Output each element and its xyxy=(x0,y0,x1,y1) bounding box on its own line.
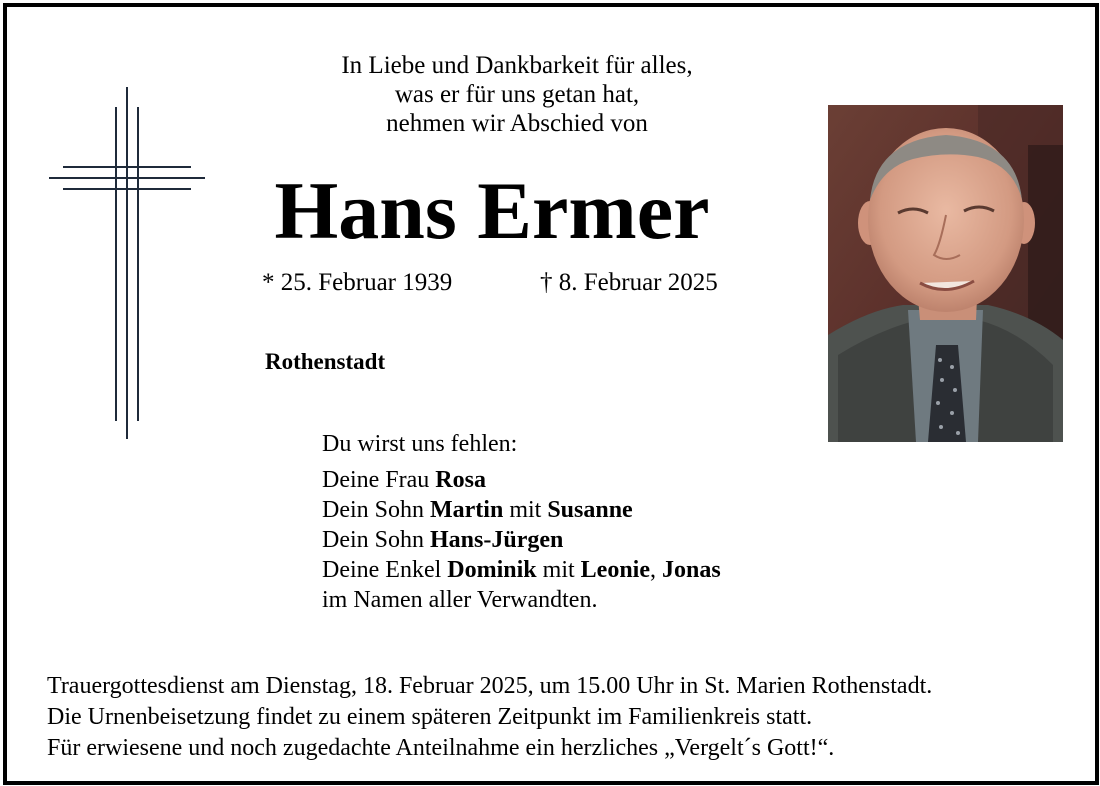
mourner-name: Martin xyxy=(430,497,504,523)
deceased-name: Hans Ermer xyxy=(274,165,710,256)
mourner-name: Susanne xyxy=(547,497,633,523)
intro-line: In Liebe und Dankbarkeit für alles, xyxy=(341,52,693,79)
service-line: Die Urnenbeisetzung findet zu einem späteren Zeitpunkt im Familienkreis statt. xyxy=(47,704,813,730)
mourner-line: Dein Sohn Hans-Jürgen xyxy=(322,527,564,553)
mourner-line: Deine Enkel Dominik mit Leonie, Jonas xyxy=(322,557,721,583)
cross-icon xyxy=(45,87,209,441)
intro-line: nehmen wir Abschied von xyxy=(386,110,648,137)
mourner-name: Hans-Jürgen xyxy=(430,527,564,553)
portrait-photo xyxy=(828,105,1063,442)
service-info xyxy=(47,671,932,764)
mourners-list xyxy=(322,429,721,615)
intro-text xyxy=(247,51,787,138)
service-line: Für erwiesene und noch zugedachte Anteilnahme ein herzliches „Vergelt´s Gott!“. xyxy=(47,735,835,761)
death-date: † 8. Februar 2025 xyxy=(540,269,718,296)
mourner-name: Jonas xyxy=(662,557,721,583)
mourner-name: Leonie xyxy=(580,557,650,583)
mourner-line: Dein Sohn Martin mit Susanne xyxy=(322,497,633,523)
mourner-line: im Namen aller Verwandten. xyxy=(322,587,598,613)
hometown: Rothenstadt xyxy=(265,349,386,374)
mourner-name: Dominik xyxy=(447,557,537,583)
birth-date: * 25. Februar 1939 xyxy=(262,269,453,296)
intro-line: was er für uns getan hat, xyxy=(394,81,640,108)
obituary-notice xyxy=(3,3,1099,785)
mourners-lead: Du wirst uns fehlen: xyxy=(322,431,518,457)
service-line: Trauergottesdienst am Dienstag, 18. Februar 2025, um 15.00 Uhr in St. Marien Rothenstadt. xyxy=(47,673,933,699)
mourner-line: Deine Frau Rosa xyxy=(322,467,486,493)
mourner-name: Rosa xyxy=(435,467,486,493)
